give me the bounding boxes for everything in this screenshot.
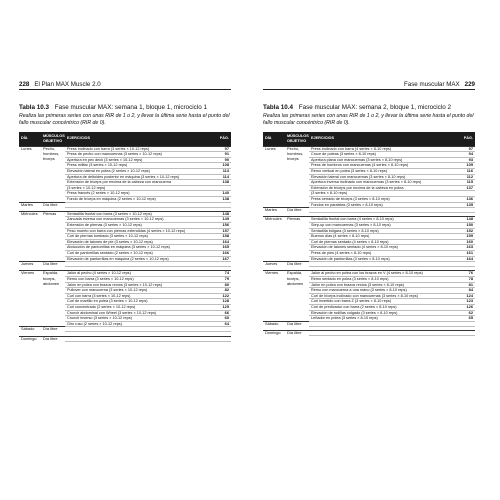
exercise-cell: Press de pies (4 series × 8-10 reps) [309, 250, 459, 256]
exercise-cell: Apertura plana con mancuernas (3 series × 8-10 reps) [309, 157, 459, 163]
exercise-cell: Apertura en pec deck (3 series × 10-12 reps) [65, 157, 215, 163]
page-cell: 164 [459, 256, 475, 262]
header-day: DÍA [19, 132, 41, 147]
page-cell: 109 [459, 163, 475, 169]
header-day: DÍA [263, 132, 285, 147]
left-page [19, 78, 231, 345]
exercise-cell: Elevación de talones de pie (3 series × 10-12 reps) [65, 239, 215, 245]
page-cell: 114 [215, 174, 231, 180]
muscle-cell: Piernas [285, 217, 309, 223]
muscle-cell: hombros, [287, 151, 304, 156]
table-header-row [19, 132, 231, 147]
day-cell: Lunes [263, 146, 285, 152]
muscle-cell: abdomen [43, 282, 60, 287]
page-cell: 82 [215, 288, 231, 294]
table-label: Tabla 10.3 [19, 104, 49, 111]
table-title: Fase muscular MAX: semana 1, bloque 1, microciclo 1 [54, 104, 207, 111]
page-cell: 112 [459, 174, 475, 180]
exercise-cell: Remo con barra (3 series × 10-12 reps) [65, 277, 215, 283]
page-cell: 152 [459, 228, 475, 234]
page-cell: 156 [215, 223, 231, 229]
table-header-row [263, 132, 475, 147]
page-cell: 64 [215, 321, 231, 327]
exercise-cell: Peso muerto con barra con piernas extendidas (4 series × 10-12 reps) [65, 228, 215, 234]
page-number: 228 [19, 81, 30, 88]
page-cell: 76 [459, 271, 475, 277]
day-cell: Sábado [19, 327, 41, 332]
workout-table [263, 132, 475, 340]
muscle-cell: Día libre [41, 336, 65, 341]
page-cell: 138 [215, 196, 231, 202]
running-head [263, 78, 475, 90]
muscle-cell: Día libre [285, 262, 309, 267]
day-cell: Miércoles [19, 211, 41, 217]
page-cell: 165 [215, 245, 231, 251]
exercise-cell: Curl con barra (3 series × 10-12 reps) [65, 293, 215, 299]
page-cell: 122 [215, 293, 231, 299]
table-caption [19, 104, 231, 111]
muscle-cell: Día libre [285, 321, 309, 326]
muscle-cell: abdomen [287, 282, 304, 287]
day-cell: Viernes [263, 271, 285, 277]
page-cell: 166 [215, 250, 231, 256]
page-cell: 91 [215, 152, 231, 158]
muscle-cell: Espalda, [285, 271, 309, 277]
exercise-cell: Curl de piernas tumbado (3 series × 10-12 reps) [65, 234, 215, 240]
exercise-cell: Press cerrado de tríceps (3 series × 8-10 reps) [309, 196, 459, 202]
exercise-cell: Buenos días (4 series × 8-10 reps) [309, 234, 459, 240]
exercise-cell: (3 series × 10-12 reps) [65, 185, 215, 191]
exercise-cell: Cruce de poleas (3 series × 8-10 reps) [309, 152, 459, 158]
page-cell: 138 [215, 180, 231, 186]
table-body [19, 146, 231, 345]
day-cell: Jueves [19, 262, 41, 267]
workout-table [19, 132, 231, 345]
muscle-cell: Día libre [285, 208, 309, 213]
page-cell: 108 [215, 163, 231, 169]
exercise-cell: Sentadilla frontal con barra (3 series × 10-12 reps) [65, 211, 215, 217]
exercise-cell: Extensión de tríceps por encima de la cabeza con mancuerna [65, 180, 215, 186]
exercise-cell: Curl de bíceps inclinado con mancuernas (3 series × 8-10 reps) [309, 293, 459, 299]
page-cell: 113 [215, 168, 231, 174]
exercise-cell: Jalón en polea con brazos rectos (3 series × 8-10 reps) [309, 282, 459, 288]
spacer-cell [19, 341, 231, 345]
day-cell: Martes [263, 208, 285, 213]
header-exercises: EJERCICIOS [65, 132, 215, 147]
table-body [263, 146, 475, 339]
exercise-cell: Elevación de rodillas colgado (3 series × 8-10 reps) [309, 310, 459, 316]
page-cell: 97 [459, 146, 475, 152]
muscle-cell: Día libre [285, 331, 309, 336]
page-cell: 158 [215, 234, 231, 240]
day-cell: Martes [19, 202, 41, 207]
spacer-row [263, 336, 475, 340]
page-cell: 164 [215, 239, 231, 245]
right-page [263, 78, 475, 339]
exercise-cell: Curl invertido con barra Z (3 series × 8-10 reps) [309, 299, 459, 305]
page-cell: 116 [459, 168, 475, 174]
exercise-cell: Press de pecho con mancuernas (3 series × 10-12 reps) [65, 152, 215, 158]
page-cell: 62 [459, 310, 475, 316]
page-cell: 148 [215, 211, 231, 217]
page-cell: 78 [459, 277, 475, 283]
page-cell: 124 [459, 293, 475, 299]
exercise-cell: Giro ruso (2 series × 10-12 reps) [65, 321, 215, 327]
exercise-cell: Curl de piernas sentado (4 series × 8-10 reps) [309, 239, 459, 245]
page-cell: 80 [215, 282, 231, 288]
page-cell: 149 [215, 217, 231, 223]
exercise-cell: Jalón al pecho (4 series × 10-12 reps) [65, 271, 215, 277]
page-cell: 150 [459, 223, 475, 229]
table-caption [263, 104, 475, 111]
page-cell: 160 [459, 239, 475, 245]
exercise-cell: Elevación lateral con mancuernas (3 series × 8-10 reps) [309, 174, 459, 180]
page-cell: 161 [459, 250, 475, 256]
muscle-cell: Piernas [41, 211, 65, 217]
muscle-cell: Espalda, [41, 271, 65, 277]
page-cell: 167 [215, 256, 231, 262]
exercise-cell: Crunch inverso (3 series × 10-12 reps) [65, 316, 215, 322]
table-label: Tabla 10.4 [263, 104, 293, 111]
page-number: 229 [464, 81, 475, 88]
page-cell: 90 [215, 157, 231, 163]
page-cell: 123 [459, 299, 475, 305]
running-head [19, 78, 231, 90]
exercise-cell: Step-up con mancuernas (3 series × 8-10 reps) [309, 223, 459, 229]
day-cell: Miércoles [263, 217, 285, 223]
page-cell: 115 [459, 180, 475, 186]
exercise-cell: Press inclinado con barra (3 series × 10-12 reps) [65, 146, 215, 152]
day-cell: Viernes [19, 271, 41, 277]
spacer-cell [263, 336, 475, 340]
exercise-cell: Leñador en polea (3 series × 8-10 reps) [309, 316, 459, 322]
exercise-cell: Remo vertical en polea (3 series × 8-10 reps) [309, 168, 459, 174]
page-cell: 157 [215, 228, 231, 234]
page-cell: 79 [215, 277, 231, 283]
page-cell: 93 [459, 157, 475, 163]
exercise-cell: Jalón al pecho en polea con los brazos en V (4 series × 8-10 reps) [309, 271, 459, 277]
exercise-cell: Press de hombros con mancuernas (4 series × 8-10 reps) [309, 163, 459, 169]
page-cell: 97 [215, 146, 231, 152]
day-cell: Domingo [19, 336, 41, 341]
table-instructions: Realiza las primeras series con unas RIR de 1 o 2, y llevar la última serie hasta el punto del fallo muscular concéntrico (RIR de 0). [19, 113, 230, 127]
page-cell: 125 [215, 305, 231, 311]
header-page: PÁG. [459, 132, 475, 147]
exercise-cell: Zancada inversa con mancuernas (3 series × 10-12 reps) [65, 217, 215, 223]
header-muscles: MÚSCULOS OBJETIVO [41, 132, 65, 147]
exercise-cell: Curl de pantorrillas sentado (2 series × 10-12 reps) [65, 250, 215, 256]
exercise-cell: Curl concentrado (2 series × 10-12 reps) [65, 305, 215, 311]
exercise-cell: Curl de predicador con barra (2 series × 8-10 reps) [309, 305, 459, 311]
table-title: Fase muscular MAX: semana 2, bloque 1, microciclo 2 [298, 104, 451, 111]
page-cell: 74 [215, 271, 231, 277]
day-cell: Jueves [263, 262, 285, 267]
exercise-cell: Jalón en polea con brazos rectos (3 series × 10-12 reps) [65, 282, 215, 288]
exercise-cell: Sentadilla búlgara (3 series × 8-10 reps) [309, 228, 459, 234]
muscle-cell: tríceps [43, 157, 55, 162]
page-cell: 81 [459, 282, 475, 288]
exercise-cell: Extensión de piernas (3 series × 10-12 reps) [65, 223, 215, 229]
spacer-row [19, 341, 231, 345]
page-cell: 136 [459, 196, 475, 202]
header-page: PÁG. [215, 132, 231, 147]
exercise-cell: Press francés (2 series × 10-12 reps) [65, 191, 215, 197]
exercise-cell: Press inclinado con barra (4 series × 8-10 reps) [309, 146, 459, 152]
exercise-cell: Elevación lateral en polea (2 series × 10-12 reps) [65, 168, 215, 174]
page-cell: 60 [215, 316, 231, 322]
exercise-cell: Elevación de talones sentado (4 series × 8-10 reps) [309, 245, 459, 251]
exercise-cell: Remo con mancuerna a una mano (3 series × 8-10 reps) [309, 288, 459, 294]
header-exercises: EJERCICIOS [309, 132, 459, 147]
page-cell: 126 [459, 305, 475, 311]
exercise-cell: Abducción de pantorrillas en máquina (3 series × 10-12 reps) [65, 245, 215, 251]
day-cell: Lunes [19, 146, 41, 152]
muscle-cell: Día libre [41, 202, 65, 207]
exercise-cell: Crunch abdominal con Wheel (3 series × 10-12 reps) [65, 310, 215, 316]
page-cell: 128 [215, 299, 231, 305]
muscle-cell: bíceps, [287, 276, 300, 281]
page-cell: 159 [459, 234, 475, 240]
exercise-cell: Apertura inversa inclinado con mancuernas (3 series × 8-10 reps) [309, 180, 459, 186]
day-cell: Domingo [263, 331, 285, 336]
page-cell: 140 [215, 191, 231, 197]
header-muscles: MÚSCULOS OBJETIVO [285, 132, 309, 147]
page-cell: 148 [459, 217, 475, 223]
exercise-cell: (3 series × 8-10 reps) [309, 191, 459, 197]
exercise-cell: Press militar (3 series × 10-12 reps) [65, 163, 215, 169]
muscle-cell: bíceps, [43, 276, 56, 281]
exercise-cell: Elevación de pantorrillas (3 series × 8-10 reps) [309, 256, 459, 262]
exercise-cell: Remo sentado en polea (3 series × 8-10 reps) [309, 277, 459, 283]
exercise-cell: Apertura de deltoides posterior en máquina (3 series × 10-12 reps) [65, 174, 215, 180]
page-cell: 94 [459, 152, 475, 158]
page-cell: 66 [215, 310, 231, 316]
muscle-cell: Pecho, [285, 146, 309, 152]
muscle-cell: Día libre [41, 327, 65, 332]
exercise-cell: Elevación de pantorrillas en máquina (2 series × 10-12 reps) [65, 256, 215, 262]
book-title: El Plan MAX Muscle 2.0 [34, 81, 101, 88]
exercise-cell: Fondo de tríceps en máquina (2 series × 10-12 reps) [65, 196, 215, 202]
page-cell: 163 [459, 245, 475, 251]
exercise-cell: Fondos en paralelas (3 series × 8-10 reps) [309, 202, 459, 208]
page-cell: 65 [459, 316, 475, 322]
muscle-cell: tríceps [287, 157, 299, 162]
page-cell: 137 [459, 185, 475, 191]
muscle-cell: hombros, [43, 151, 60, 156]
page-cell: 84 [459, 288, 475, 294]
exercise-cell: Curl de martillo en polea (3 series × 10-12 reps) [65, 299, 215, 305]
chapter-title: Fase muscular MAX [403, 81, 460, 88]
day-cell: Sábado [263, 321, 285, 326]
exercise-cell: Pullover con mancuerna (3 series × 10-12 reps) [65, 288, 215, 294]
muscle-cell: Día libre [41, 262, 65, 267]
muscle-cell: Pecho, [41, 146, 65, 152]
exercise-cell: Sentadilla frontal con barra (4 series × 8-10 reps) [309, 217, 459, 223]
table-instructions: Realiza las primeras series con unas RIR de 1 o 2, y llevar la última serie hasta el punto del fallo muscular concéntrico (RIR de 0). [263, 113, 474, 127]
page-cell: 135 [459, 202, 475, 208]
exercise-cell: Extensión de tríceps por encima de la cabeza en polea [309, 185, 459, 191]
